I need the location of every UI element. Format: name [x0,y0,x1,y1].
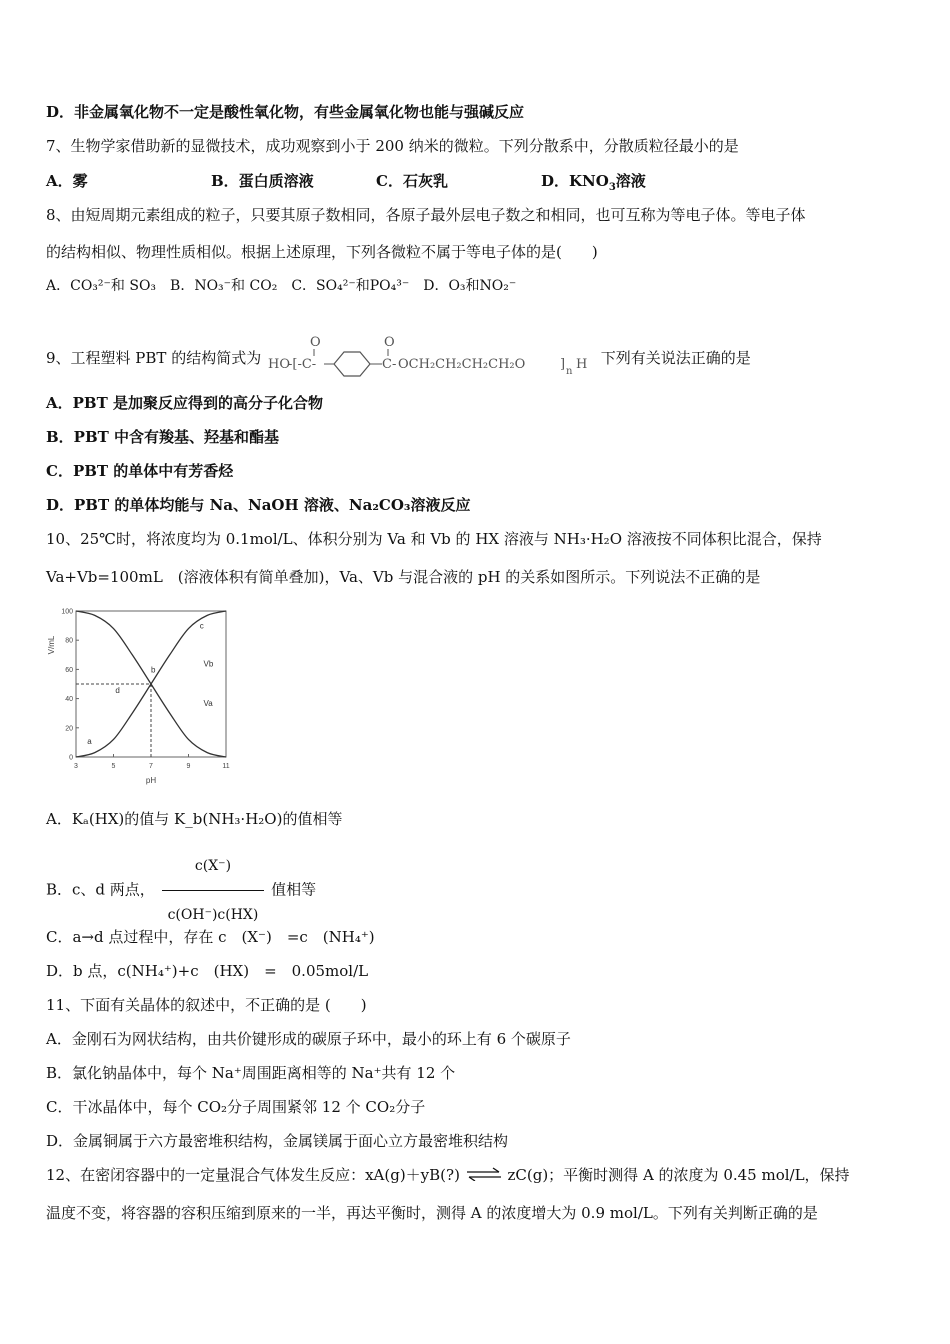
q7-option-b: B．蛋白质溶液 [211,172,314,190]
formula-end: H [575,357,588,372]
q11-option-b: B．氯化钠晶体中，每个 Na⁺周围距离相等的 Na⁺共有 12 个 [46,1064,456,1082]
q10-stem-2: Va+Vb=100mL (溶液体积有简单叠加)，Va、Vb 与混合液的 pH 的关系如图所示。下列说法不正确的是 [46,568,761,586]
x-tick-label: 3 [74,763,78,770]
annotation-b: b [151,665,156,675]
q9-option-b: B．PBT 中含有羧基、羟基和酯基 [46,428,280,446]
x-axis-label: pH [145,776,157,785]
x-tick-label: 5 [111,763,116,770]
x-tick-label: 11 [222,763,230,770]
svg-text:O: O [383,335,395,350]
y-tick-label: 0 [69,754,73,762]
equilibrium-arrow-icon [465,1166,503,1186]
q10-option-a: A．Kₐ(HX)的值与 K_b(NH₃·H₂O)的值相等 [46,810,343,828]
q7-stem: 7、生物学家借助新的显微技术，成功观察到小于 200 纳米的微粒。下列分散系中，分散质粒径最小的是 [46,137,739,155]
q6-option-d: D．非金属氧化物不一定是酸性氧化物，有些金属氧化物也能与强碱反应 [46,103,525,121]
svg-text:]: ] [559,357,566,372]
y-tick-label: 100 [61,608,73,616]
annotation-d: d [115,685,120,695]
q9-option-c: C．PBT 的单体中有芳香烃 [46,462,234,480]
annotation-c: c [199,621,204,631]
svg-text:-[-C-: -[-C- [287,357,317,372]
annotation-Vb: Vb [203,659,214,669]
q7-options [46,171,646,191]
q9-option-d: D．PBT 的单体均能与 Na、NaOH 溶液、Na₂CO₃溶液反应 [46,496,471,514]
q12-stem-2: 温度不变，将容器的容积压缩到原来的一半，再达平衡时，测得 A 的浓度增大为 0.9 mol/L。下列有关判断正确的是 [46,1204,818,1222]
q12-stem-1: 12、在密闭容器中的一定量混合气体发生反应：xA(g)＋yB(?) zC(g)；平衡时测得 A 的浓度为 0.45 mol/L，保持 [46,1166,850,1184]
q10-option-b: B．c、d 两点， $\frac{c(X^-)}{c(OH^-)c(HX)}$ 值相等 [46,844,316,937]
pbt-structure-formula [266,334,596,384]
ph-volume-chart [46,605,236,785]
q8-options: A．CO₃²⁻和 SO₃ B．NO₃⁻和 CO₂ C．SO₄²⁻和PO₄³⁻ D．O₃和NO₂⁻ [46,278,517,294]
y-tick-label: 60 [65,666,73,674]
q10-option-c: C．a→d 点过程中，存在 c (X⁻) =c (NH₄⁺) [46,928,375,946]
y-tick-label: 80 [65,637,73,645]
fraction-denominator: c(OH⁻)c(HX) [167,907,259,923]
fraction-numerator: c(X⁻) [162,844,265,891]
annotation-a: a [87,736,92,746]
annotation-Va: Va [203,698,213,708]
q11-option-a: A．金刚石为网状结构，由共价键形成的碳原子环中，最小的环上有 6 个碳原子 [46,1030,571,1048]
formula-n: n [565,366,573,377]
x-tick-label: 9 [186,763,191,770]
x-tick-label: 7 [149,763,153,770]
q9-option-a: A．PBT 是加聚反应得到的高分子化合物 [46,394,323,412]
q8-stem-2: 的结构相似、物理性质相似。根据上述原理，下列各微粒不属于等电子体的是( ) [46,243,598,261]
q7-option-a: A．雾 [46,172,88,190]
q11-stem: 11、下面有关晶体的叙述中，不正确的是 ( ) [46,996,367,1014]
q10-stem-1: 10、25℃时，将浓度均为 0.1mol/L、体积分别为 Va 和 Vb 的 HX 溶液与 NH₃·H₂O 溶液按不同体积比混合，保持 [46,530,822,548]
q9-stem: 9、工程塑料 PBT 的结构简式为 HO -[-C- O C- O OCH₂CH₂CH₂CH₂O ] n H 下列有关说法正确的是 [46,334,751,384]
formula-right: OCH₂CH₂CH₂CH₂O [397,357,526,372]
y-tick-label: 20 [65,725,73,733]
ratio-fraction [162,844,265,937]
y-axis-label: V/mL [47,635,56,655]
formula-left: HO [267,357,290,372]
svg-text:O: O [309,335,321,350]
q10-option-d: D．b 点，c(NH₄⁺)+c (HX) = 0.05mol/L [46,962,369,980]
y-tick-label: 40 [65,696,73,704]
q11-option-d: D．金属铜属于六方最密堆积结构，金属镁属于面心立方最密堆积结构 [46,1132,509,1150]
q11-option-c: C．干冰晶体中，每个 CO₂分子周围紧邻 12 个 CO₂分子 [46,1098,426,1116]
chart-svg [46,605,236,785]
q7-option-c: C．石灰乳 [376,172,448,190]
svg-text:C-: C- [381,357,397,372]
q7-option-d: D．$KNO_3$溶液 [541,172,646,193]
q8-stem-1: 8、由短周期元素组成的粒子，只要其原子数相同，各原子最外层电子数之和相同，也可互称为等电子体。等电子体 [46,206,806,224]
